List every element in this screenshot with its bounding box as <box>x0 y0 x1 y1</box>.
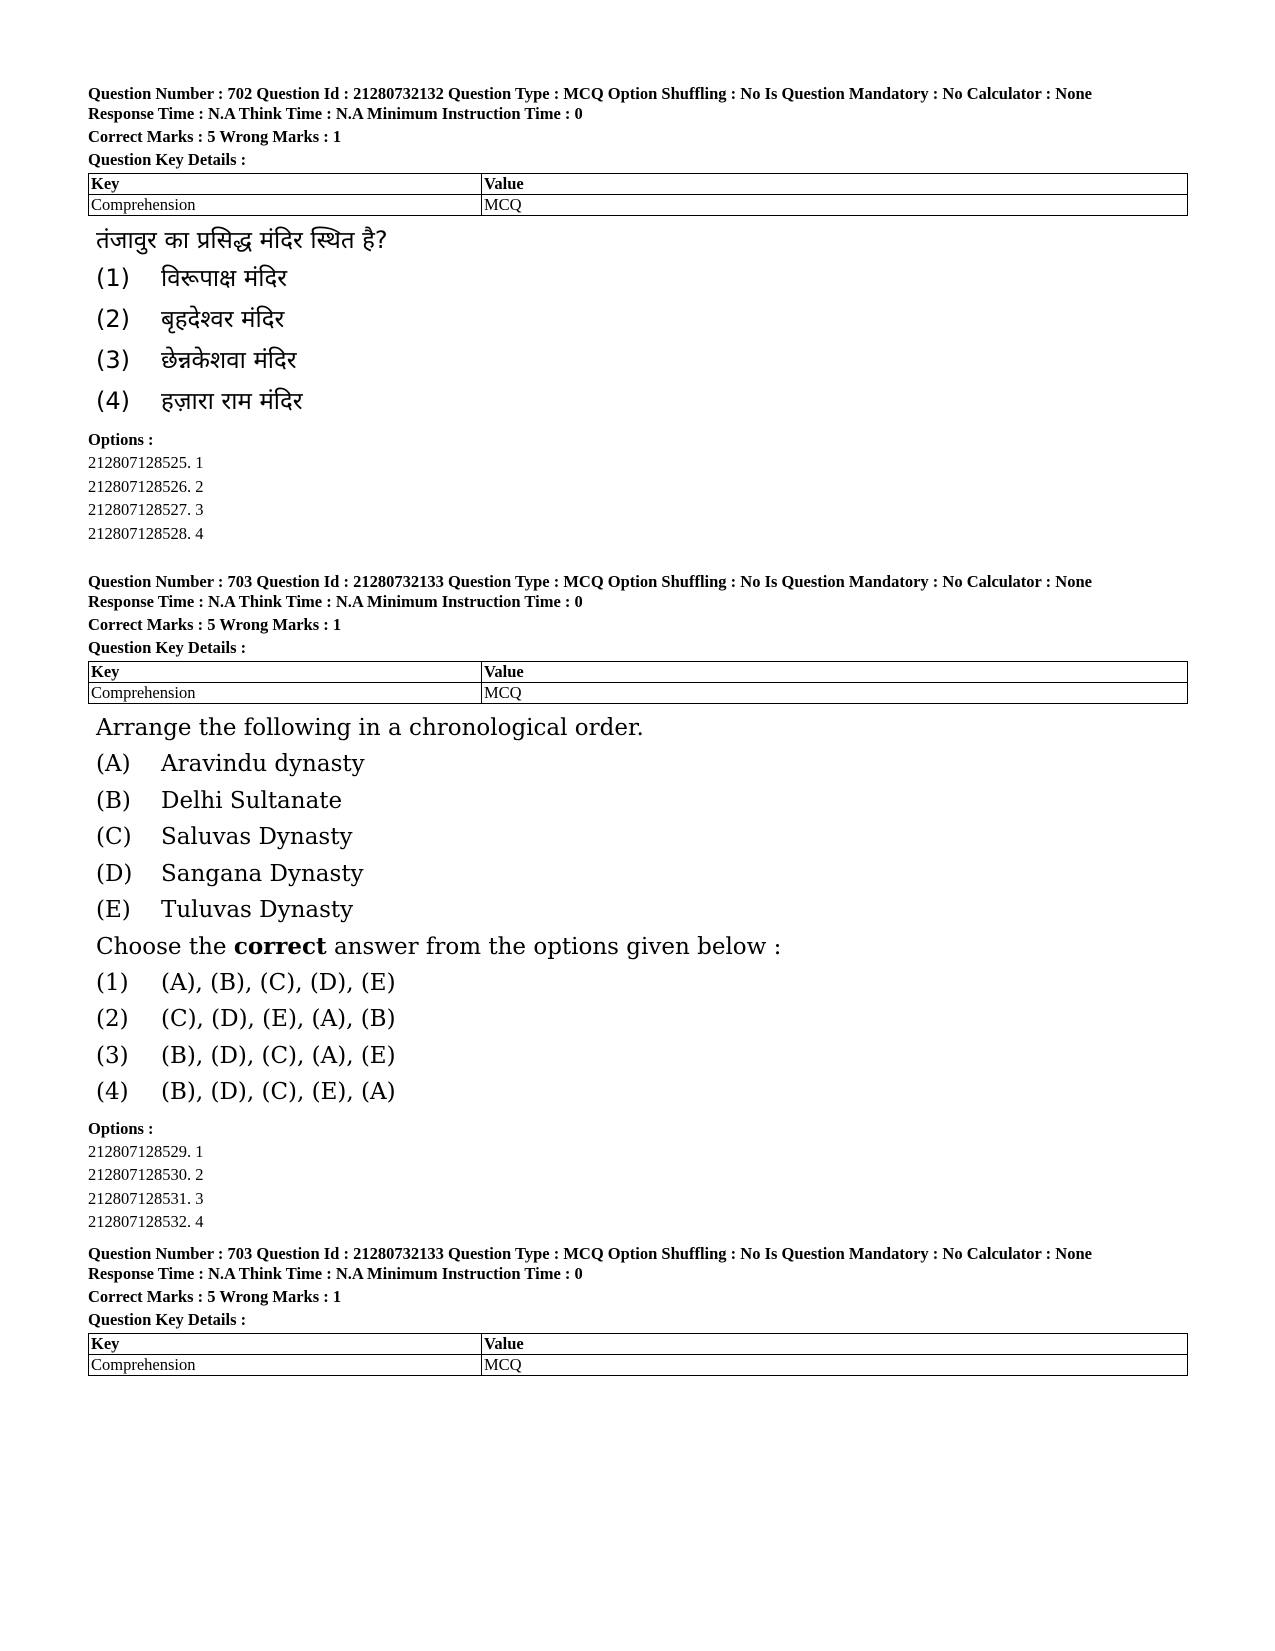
list-item <box>96 746 1188 783</box>
instruction-text-before: Choose the <box>96 933 234 960</box>
list-item <box>96 892 1188 929</box>
item-letter: (D) <box>96 860 133 887</box>
choice-number: (3) <box>96 1042 129 1069</box>
choice-number: (3) <box>96 346 130 374</box>
table-header-value: Value <box>482 1334 1188 1355</box>
question-meta-line2: Response Time : N.A Think Time : N.A Minimum Instruction Time : 0 <box>88 592 583 611</box>
question-703-block <box>88 572 1188 1234</box>
choice-text: (B), (D), (C), (E), (A) <box>161 1079 396 1105</box>
table-cell-value: MCQ <box>482 683 1188 704</box>
table-header-key: Key <box>89 1334 482 1355</box>
answer-choice <box>96 1074 1188 1111</box>
item-letter: (A) <box>96 751 131 777</box>
list-item <box>96 783 1188 820</box>
choice-number: (1) <box>96 264 130 292</box>
key-details-label: Question Key Details : <box>88 150 247 169</box>
item-text: Saluvas Dynasty <box>161 824 353 850</box>
question-meta-line2: Response Time : N.A Think Time : N.A Minimum Instruction Time : 0 <box>88 104 583 123</box>
option-id-line: 212807128526. 2 <box>88 476 204 496</box>
table-header-row <box>89 174 1188 195</box>
item-letter: (B) <box>96 787 131 814</box>
key-details-table <box>88 661 1188 704</box>
item-text: Delhi Sultanate <box>161 787 343 814</box>
question-meta-line1: Question Number : 702 Question Id : 21280732132 Question Type : MCQ Option Shuffling : No Is Question Mandatory : No Calculator : None <box>88 84 1092 103</box>
answer-choice <box>96 1001 1188 1038</box>
list-item <box>96 819 1188 856</box>
table-header-value: Value <box>482 174 1188 195</box>
table-cell-key: Comprehension <box>89 683 482 704</box>
table-cell-key: Comprehension <box>89 1355 482 1376</box>
option-id-line: 212807128532. 4 <box>88 1212 204 1231</box>
answer-choice <box>96 1038 1188 1075</box>
table-cell-value: MCQ <box>482 195 1188 216</box>
answer-choice <box>96 381 1188 422</box>
table-header-value: Value <box>482 662 1188 683</box>
question-703-repeat-block <box>88 1244 1188 1376</box>
instruction-text-after: answer from the options given below : <box>326 933 782 960</box>
key-details-table <box>88 1333 1188 1376</box>
choice-number: (2) <box>96 1006 129 1032</box>
choice-text: (A), (B), (C), (D), (E) <box>161 969 396 996</box>
answer-instruction <box>96 929 1188 965</box>
key-details-label: Question Key Details : <box>88 638 247 657</box>
answer-choice <box>96 965 1188 1002</box>
table-row <box>89 195 1188 216</box>
choice-text: विरूपाक्ष मंदिर <box>161 264 288 292</box>
options-label: Options : <box>88 1118 154 1138</box>
question-meta-line2: Response Time : N.A Think Time : N.A Minimum Instruction Time : 0 <box>88 1264 583 1283</box>
option-id-line: 212807128531. 3 <box>88 1188 204 1208</box>
item-letter: (E) <box>96 897 131 923</box>
question-meta-line1: Question Number : 703 Question Id : 21280732133 Question Type : MCQ Option Shuffling : No Is Question Mandatory : No Calculator : None <box>88 572 1092 591</box>
marks-line: Correct Marks : 5 Wrong Marks : 1 <box>88 127 342 146</box>
marks-line: Correct Marks : 5 Wrong Marks : 1 <box>88 615 342 634</box>
option-id-line: 212807128530. 2 <box>88 1165 204 1184</box>
choice-number: (1) <box>96 969 129 996</box>
choice-text: (B), (D), (C), (A), (E) <box>161 1042 396 1069</box>
item-letter: (C) <box>96 824 132 850</box>
table-header-key: Key <box>89 662 482 683</box>
choice-number: (4) <box>96 1079 129 1105</box>
answer-choice <box>96 299 1188 340</box>
choice-number: (4) <box>96 387 130 415</box>
question-meta-line1: Question Number : 703 Question Id : 21280732133 Question Type : MCQ Option Shuffling : No Is Question Mandatory : No Calculator : None <box>88 1244 1092 1263</box>
instruction-text-bold: correct <box>233 932 327 960</box>
option-id-line: 212807128527. 3 <box>88 500 204 519</box>
question-stem: तंजावुर का प्रसिद्ध मंदिर स्थित है? <box>96 226 388 254</box>
table-row <box>89 1355 1188 1376</box>
table-header-row <box>89 662 1188 683</box>
choice-text: हज़ारा राम मंदिर <box>161 387 303 415</box>
table-header-row <box>89 1334 1188 1355</box>
option-id-line: 212807128529. 1 <box>88 1141 204 1161</box>
marks-line: Correct Marks : 5 Wrong Marks : 1 <box>88 1287 342 1306</box>
answer-choice <box>96 340 1188 381</box>
choice-number: (2) <box>96 305 130 333</box>
option-id-line: 212807128528. 4 <box>88 523 204 543</box>
choice-text: छेन्नकेशवा मंदिर <box>161 346 297 374</box>
options-label: Options : <box>88 430 154 449</box>
item-text: Sangana Dynasty <box>161 860 364 887</box>
option-id-line: 212807128525. 1 <box>88 453 204 472</box>
question-stem: Arrange the following in a chronological order. <box>96 715 644 741</box>
list-item <box>96 856 1188 893</box>
table-row <box>89 683 1188 704</box>
table-cell-key: Comprehension <box>89 195 482 216</box>
key-details-label: Question Key Details : <box>88 1310 247 1329</box>
choice-text: बृहदेश्वर मंदिर <box>161 305 285 333</box>
table-cell-value: MCQ <box>482 1355 1188 1376</box>
table-header-key: Key <box>89 174 482 195</box>
answer-choice <box>96 258 1188 299</box>
key-details-table <box>88 173 1188 216</box>
choice-text: (C), (D), (E), (A), (B) <box>161 1006 396 1032</box>
item-text: Tuluvas Dynasty <box>161 897 354 923</box>
question-702-block <box>88 84 1188 545</box>
item-text: Aravindu dynasty <box>161 751 365 777</box>
